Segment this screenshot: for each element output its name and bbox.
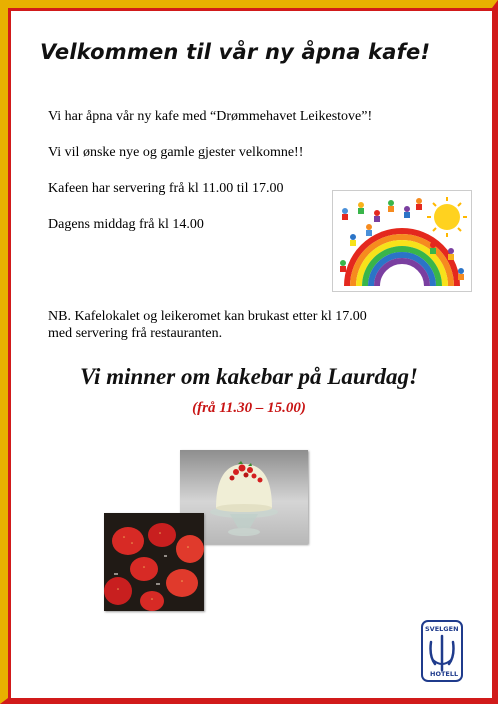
hours-line: Kafeen har servering frå kl 11.00 til 17.00: [48, 181, 284, 196]
strawberry-cake-photo: [104, 513, 204, 611]
logo-top-text: SVELGEN: [425, 625, 459, 633]
rainbow-illustration: [332, 190, 472, 292]
dinner-line: Dagens middag frå kl 14.00: [48, 217, 204, 232]
promo-title: Vi minner om kakebar på Laurdag!: [79, 364, 419, 389]
promo-time: (frå 11.30 – 15.00): [192, 400, 306, 416]
welcome-line: Vi vil ønske nye og gamle gjester velkomne!!: [48, 145, 304, 160]
logo-bottom-text: HOTELL: [430, 670, 459, 678]
hotel-logo: [421, 620, 463, 682]
note-line-1: NB. Kafelokalet og leikeromet kan brukast etter kl 17.00: [48, 309, 367, 324]
note-line-2: med servering frå restauranten.: [48, 326, 223, 341]
headline: Velkommen til vår ny åpna kafe!: [40, 40, 431, 64]
intro-line: Vi har åpna vår ny kafe med “Drømmehavet Leikestove”!: [48, 109, 373, 124]
